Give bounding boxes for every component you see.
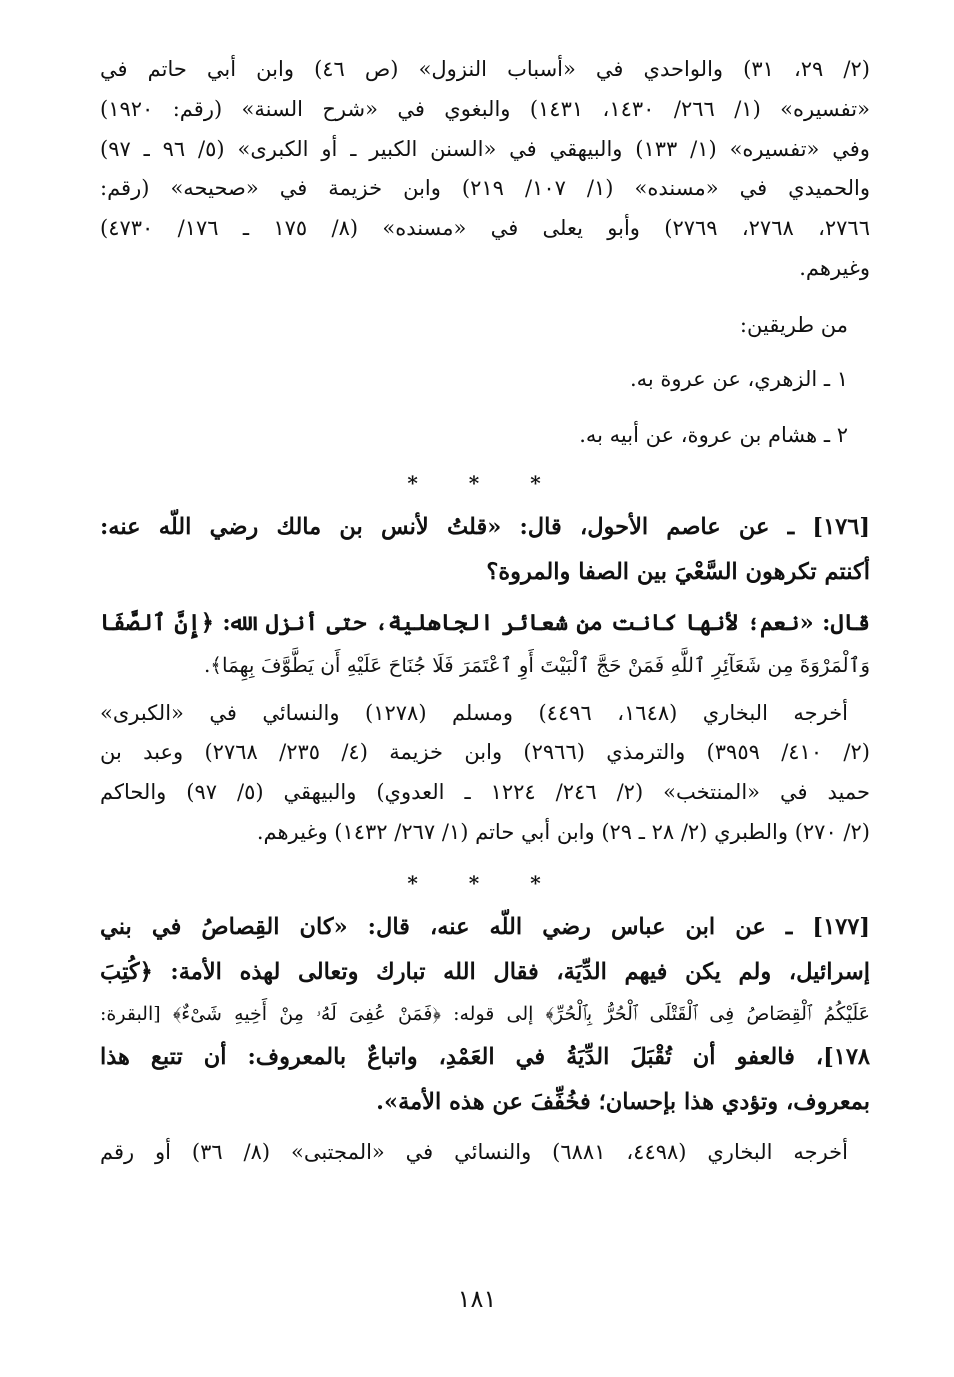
hadith-176: [100, 505, 870, 853]
routes-list: [100, 299, 870, 463]
route-item: ٢ ـ هشام بن عروة، عن أبيه به.: [579, 422, 848, 447]
takhrij-176: [100, 694, 870, 853]
section-separator: * * *: [407, 870, 563, 895]
text-line: «تفسيره» (١/ ٢٦٦/ ١٤٣٠، ١٤٣١) والبغوي في «شرح السنة» (رقم: ١٩٢٠): [100, 96, 870, 121]
hadith-line: إسرائيل، ولم يكن فيهم الدِّيَة، فقال الله تبارك وتعالى لهذه الأمة: ﴿كُتِبَ: [100, 958, 870, 985]
takhrij-177: أخرجه البخاري (٤٤٩٨، ٦٨٨١) والنسائي في «المجتبى» (٨/ ٣٦) أو رقم: [100, 1139, 849, 1164]
hadith-line: [١٧٧] ـ عن ابن عباس رضي اللّه عنه، قال: «كان القِصاصُ في بني: [100, 913, 870, 940]
route-item: ١ ـ الزهري، عن عروة به.: [629, 366, 848, 391]
quran-verse: عَلَيْكُمُ ٱلْقِصَاصُ فِى ٱلْقَتْلَى ٱلْحُرُّ بِٱلْحُرِّ﴾ إلى قوله: ﴿فَمَنْ عُفِىَ لَهُۥ مِنْ أَخِيهِ شَىْءٌ﴾ [البقرة:: [100, 1002, 870, 1025]
takhrij-continuation: [100, 50, 870, 289]
quran-verse: وَٱلْمَرْوَةَ مِن شَعَآئِرِ ٱللَّهِ فَمَنْ حَجَّ ٱلْبَيْتَ أَوِ ٱعْتَمَرَ فَلَا جُنَاحَ عَلَيْهِ أَن يَطَّوَّفَ بِهِمَا﴾.: [203, 652, 870, 677]
hadith-line: [١٧٦] ـ عن عاصم الأحول، قال: «قلتُ لأنس بن مالك رضي اللّه عنه:: [100, 513, 870, 540]
text-line: والحميدي في «مسنده» (١/ ١٠٧/ ٢١٩) وابن خزيمة في «صحيحه» (رقم:: [100, 176, 870, 201]
hadith-line: أكنتم تكرهون السَّعْيَ بين الصفا والمروة؟: [486, 558, 870, 585]
hadith-177: [100, 905, 870, 1173]
text-line: وغيرهم.: [799, 255, 870, 280]
section-separator: * * *: [407, 470, 563, 495]
routes-intro: من طريقين:: [739, 312, 848, 337]
text-line: (٢/ ٤١٠/ ٣٩٥٩) والترمذي (٢٩٦٦) وابن خزيمة (٤/ ٢٣٥/ ٢٧٦٨) وعبد بن: [100, 740, 870, 765]
text-line: وفي «تفسيره» (١/ ١٣٣) والبيهقي في «السنن الكبير ـ أو الكبرى» (٥/ ٩٦ ـ ٩٧): [100, 136, 870, 161]
page-body: [100, 50, 870, 1172]
hadith-line: بمعروف، وتؤدي هذا بإحسان؛ فخُفِّفَ عن هذه الأمة».: [376, 1088, 870, 1115]
text-line: (٢/ ٢٧٠) والطبري (٢/ ٢٨ ـ ٢٩) وابن أبي حاتم (١/ ٢٦٧/ ١٤٣٢) وغيرهم.: [256, 819, 870, 844]
text-line: أخرجه البخاري (١٦٤٨، ٤٤٩٦) ومسلم (١٢٧٨) والنسائي في «الكبرى»: [100, 700, 849, 725]
text-line: ٢٧٦٦، ٢٧٦٨، ٢٧٦٩) وأبو يعلى في «مسنده» (٨/ ١٧٥ ـ ١٧٦/ ٤٧٣٠): [100, 216, 870, 241]
text-line: حميد في «المنتخب» (٢/ ٢٤٦/ ١٢٢٤ ـ العدوي) والبيهقي (٥/ ٩٧) والحاكم: [100, 780, 870, 805]
hadith-line: ١٧٨]، فالعفو أن تُقْبَلَ الدِّيَةُ في العَمْدِ، واتباعٌ بالمعروف: أن تتبع هذا: [100, 1043, 870, 1070]
text-line: (٢/ ٢٩، ٣١) والواحدي في «أسباب النزول» (ص ٤٦) وابن أبي حاتم في: [100, 57, 870, 81]
hadith-line: قال: «نعم؛ لأنها كانت من شعائر الجاهلية، حتى أنزل الله: ﴿إِنَّ ٱلصَّفَا: [100, 609, 870, 636]
page-number: ١٨١: [457, 1285, 497, 1313]
